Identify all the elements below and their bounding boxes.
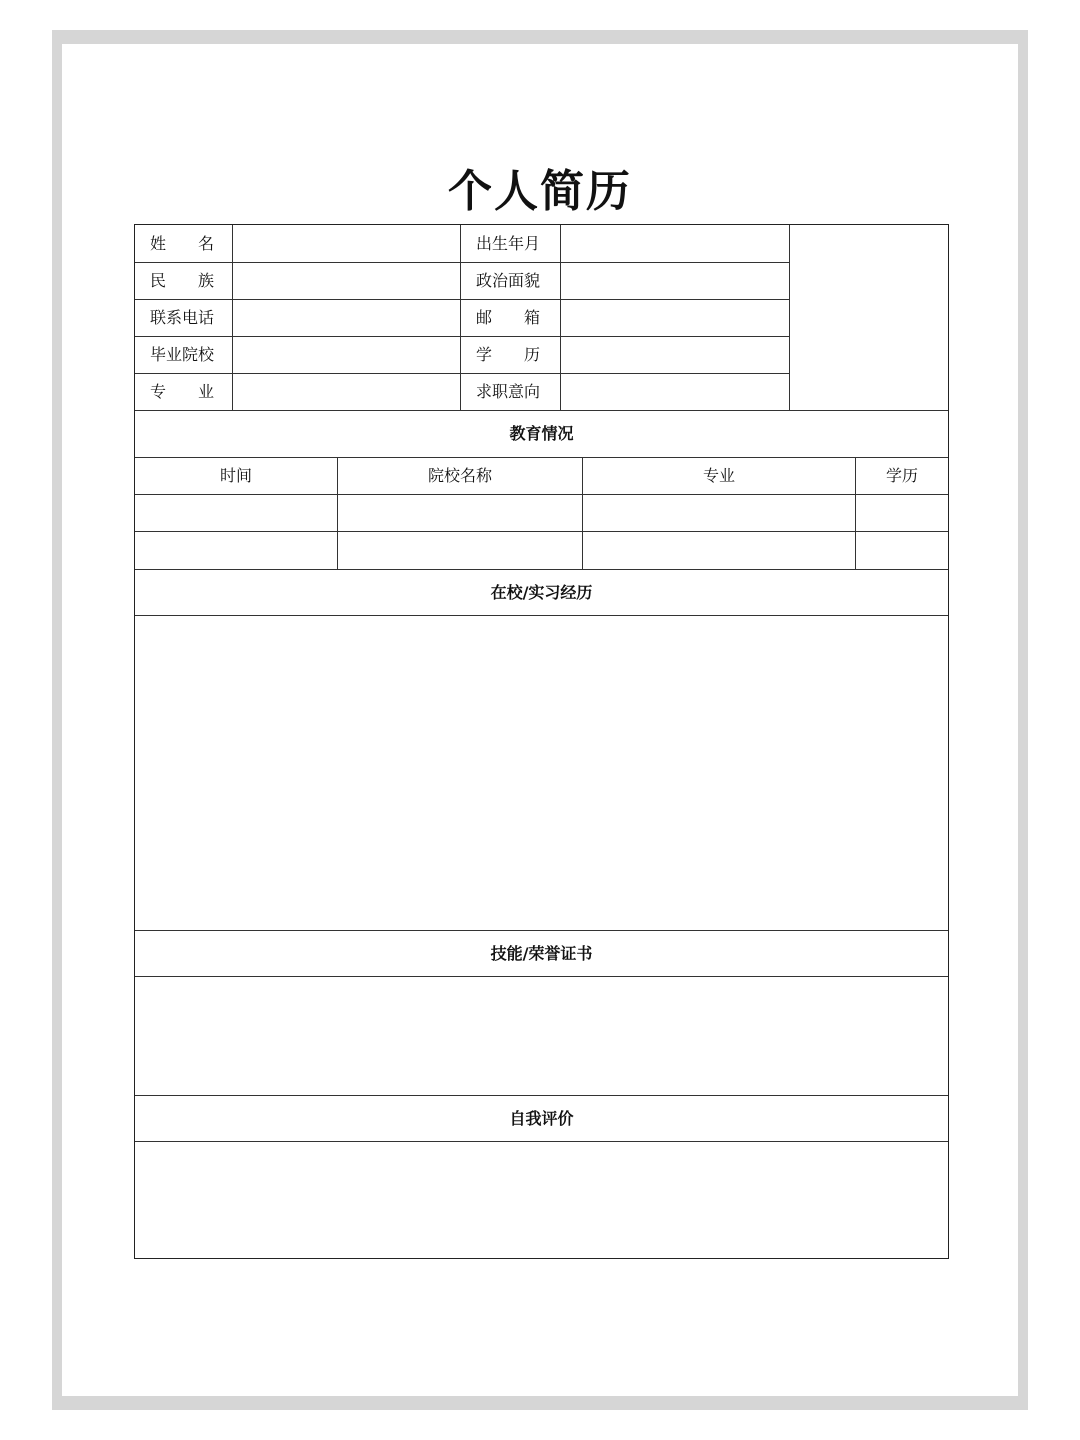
ethnicity-label: 民 族 bbox=[150, 270, 215, 290]
edu-col-major: 专业 bbox=[702, 466, 735, 485]
name-field[interactable] bbox=[233, 225, 460, 262]
page-title: 个人简历 bbox=[448, 166, 632, 217]
experience-content-area[interactable] bbox=[135, 616, 948, 930]
major-label: 专 业 bbox=[150, 381, 215, 401]
education-heading: 教育情况 bbox=[509, 424, 574, 443]
intent-field[interactable] bbox=[561, 373, 789, 410]
major-field[interactable] bbox=[233, 373, 460, 410]
self-eval-heading: 自我评价 bbox=[509, 1108, 574, 1128]
photo-box[interactable] bbox=[790, 225, 948, 410]
birth-label: 出生年月 bbox=[476, 233, 541, 253]
school-label: 毕业院校 bbox=[150, 344, 215, 364]
table-row[interactable] bbox=[135, 532, 948, 568]
degree-label: 学 历 bbox=[476, 344, 541, 364]
name-label: 姓 名 bbox=[150, 233, 215, 253]
skills-content-area[interactable] bbox=[135, 977, 948, 1095]
edu-col-time: 时间 bbox=[219, 466, 252, 485]
self-eval-content-area[interactable] bbox=[135, 1142, 948, 1258]
edu-col-school: 院校名称 bbox=[427, 466, 492, 485]
email-label: 邮 箱 bbox=[476, 307, 541, 327]
skills-heading: 技能/荣誉证书 bbox=[490, 943, 593, 963]
school-field[interactable] bbox=[233, 336, 460, 373]
ethnicity-field[interactable] bbox=[233, 262, 460, 299]
phone-label: 联系电话 bbox=[150, 307, 215, 327]
experience-heading: 在校/实习经历 bbox=[490, 582, 593, 602]
political-label: 政治面貌 bbox=[476, 270, 541, 290]
political-field[interactable] bbox=[561, 262, 789, 299]
resume-table bbox=[134, 224, 949, 1259]
intent-label: 求职意向 bbox=[476, 381, 541, 401]
phone-field[interactable] bbox=[233, 299, 460, 336]
edu-col-degree: 学历 bbox=[885, 466, 918, 485]
degree-field[interactable] bbox=[561, 336, 789, 373]
table-row[interactable] bbox=[135, 495, 948, 531]
email-field[interactable] bbox=[561, 299, 789, 336]
birth-field[interactable] bbox=[561, 225, 789, 262]
